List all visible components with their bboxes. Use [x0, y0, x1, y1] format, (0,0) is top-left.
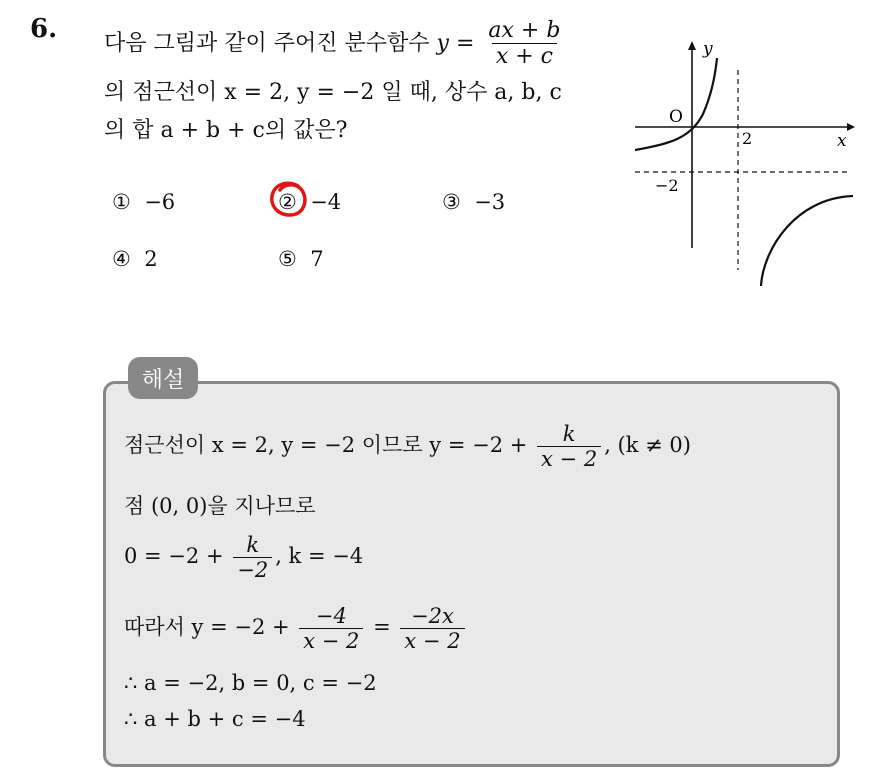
- solution-line-3: [124, 533, 363, 582]
- solution-line-1: [124, 422, 691, 471]
- fraction-denominator: x − 2: [400, 628, 464, 653]
- option-3[interactable]: [442, 190, 505, 214]
- function-fraction: [484, 18, 564, 70]
- y-axis-arrow-icon: [688, 41, 696, 50]
- function-denominator: x + c: [492, 43, 557, 69]
- solution-tag: 해설: [128, 357, 198, 399]
- solution-line-5: ∴ a = −2, b = 0, c = −2: [124, 671, 377, 695]
- function-numerator: ax + b: [488, 18, 561, 43]
- question-line-2: 의 점근선이 x = 2, y = −2 일 때, 상수 a, b, c: [104, 80, 562, 105]
- fraction-numerator: k: [562, 422, 576, 446]
- fraction-denominator: −2: [233, 557, 272, 582]
- option-4[interactable]: [112, 247, 158, 271]
- question-text-1: 다음 그림과 같이 주어진 분수함수: [104, 30, 430, 56]
- answer-circle-icon: [268, 180, 310, 220]
- curve-right-branch: [761, 196, 853, 286]
- option-2-mark: ②: [278, 190, 297, 214]
- option-1-mark: ①: [112, 190, 131, 214]
- question-yeq: y =: [436, 30, 475, 56]
- fraction-numerator: k: [246, 533, 260, 557]
- curve-left-branch: [635, 58, 717, 150]
- option-2-value: −4: [310, 190, 342, 214]
- option-4-mark: ④: [112, 247, 131, 271]
- x-asymptote-label: 2: [742, 129, 753, 148]
- solution-line-2: 점 (0, 0)을 지나므로: [124, 494, 316, 518]
- fraction-denominator: x − 2: [299, 628, 363, 653]
- equals-sign: =: [373, 615, 391, 640]
- option-5-value: 7: [310, 247, 324, 271]
- option-3-mark: ③: [442, 190, 461, 214]
- hyperbola-graph: [625, 38, 855, 290]
- y-asymptote-label: −2: [655, 176, 679, 195]
- origin-label: O: [669, 107, 683, 127]
- solution-line-1-prefix: 점근선이 x = 2, y = −2 이므로 y = −2 +: [124, 433, 528, 458]
- y-axis-label: y: [703, 39, 713, 59]
- option-1-value: −6: [144, 190, 176, 214]
- option-1[interactable]: [112, 190, 175, 214]
- solution-line-1-fraction: [537, 422, 601, 471]
- fraction-numerator: −4: [315, 604, 347, 628]
- x-axis-label: x: [837, 131, 847, 151]
- option-5[interactable]: [278, 247, 324, 271]
- fraction-numerator: −2x: [411, 604, 454, 628]
- question-line-1: [104, 18, 567, 70]
- solution-line-3-suffix: , k = −4: [275, 544, 364, 569]
- solution-line-4-prefix: 따라서 y = −2 +: [124, 615, 290, 640]
- option-5-mark: ⑤: [278, 247, 297, 271]
- question-line-3: 의 합 a + b + c의 값은?: [104, 118, 348, 143]
- solution-line-3-fraction: [233, 533, 272, 582]
- solution-line-3-prefix: 0 = −2 +: [124, 544, 224, 569]
- solution-line-4-fraction-1: [299, 604, 363, 653]
- solution-line-1-suffix: , (k ≠ 0): [604, 433, 691, 458]
- solution-line-6: ∴ a + b + c = −4: [124, 707, 306, 731]
- option-4-value: 2: [144, 247, 158, 271]
- option-3-value: −3: [474, 190, 506, 214]
- fraction-denominator: x − 2: [537, 446, 601, 471]
- solution-line-4-fraction-2: [400, 604, 464, 653]
- question-number: 6.: [30, 14, 58, 44]
- solution-line-4: [124, 604, 468, 653]
- x-axis-arrow-icon: [847, 123, 855, 131]
